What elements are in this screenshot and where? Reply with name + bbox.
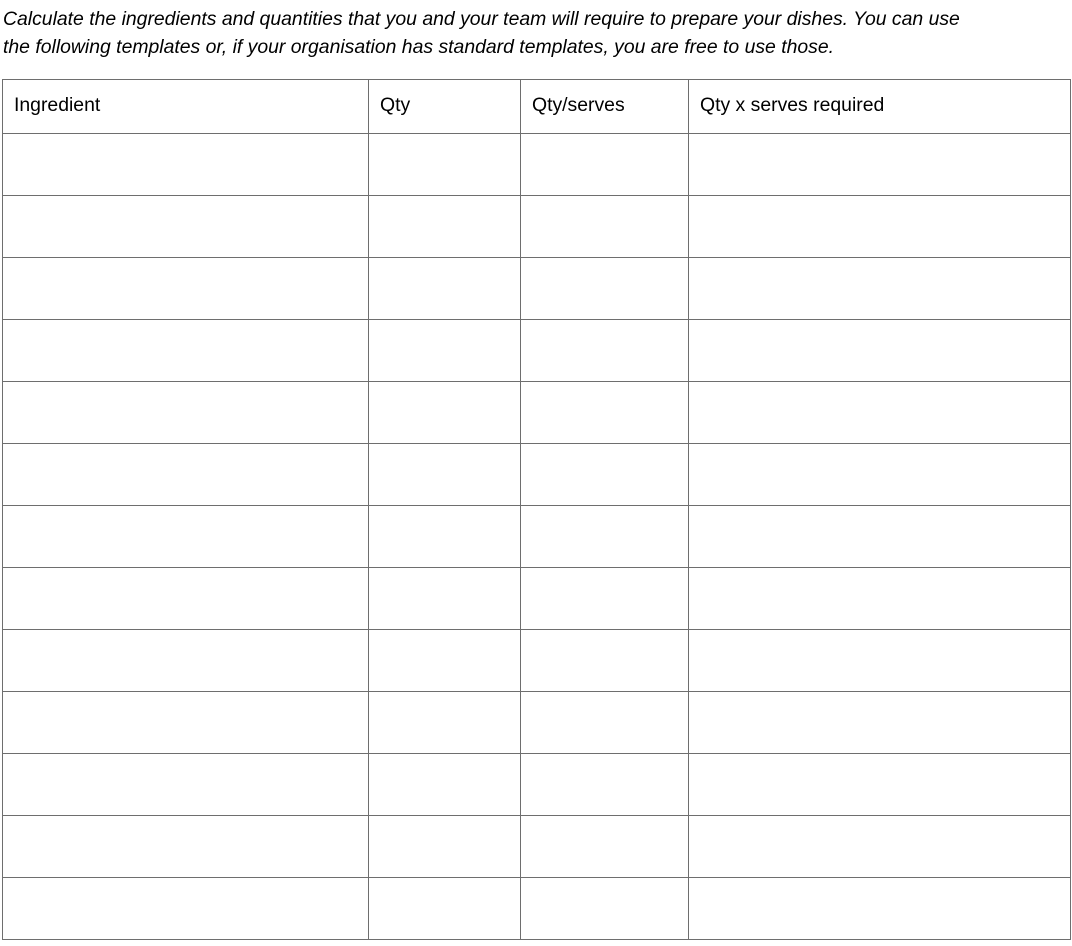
table-row bbox=[3, 692, 1071, 754]
header-qty-x-serves-required: Qty x serves required bbox=[689, 80, 1071, 134]
table-header bbox=[3, 80, 1071, 134]
qty-serves-cell[interactable] bbox=[521, 878, 689, 940]
qty-cell[interactable] bbox=[369, 754, 521, 816]
table-row bbox=[3, 134, 1071, 196]
ingredient-cell[interactable] bbox=[3, 754, 369, 816]
qty-x-serves-required-cell[interactable] bbox=[689, 320, 1071, 382]
table-body bbox=[3, 134, 1071, 940]
qty-cell[interactable] bbox=[369, 258, 521, 320]
qty-x-serves-required-cell[interactable] bbox=[689, 506, 1071, 568]
ingredient-cell[interactable] bbox=[3, 196, 369, 258]
table-row bbox=[3, 568, 1071, 630]
table-row bbox=[3, 878, 1071, 940]
qty-serves-cell[interactable] bbox=[521, 816, 689, 878]
qty-serves-cell[interactable] bbox=[521, 630, 689, 692]
header-qty: Qty bbox=[369, 80, 521, 134]
ingredient-cell[interactable] bbox=[3, 816, 369, 878]
header-row bbox=[3, 80, 1071, 134]
qty-serves-cell[interactable] bbox=[521, 568, 689, 630]
ingredient-cell[interactable] bbox=[3, 258, 369, 320]
qty-cell[interactable] bbox=[369, 816, 521, 878]
table-row bbox=[3, 630, 1071, 692]
table-row bbox=[3, 754, 1071, 816]
qty-cell[interactable] bbox=[369, 196, 521, 258]
qty-cell[interactable] bbox=[369, 382, 521, 444]
qty-serves-cell[interactable] bbox=[521, 506, 689, 568]
qty-x-serves-required-cell[interactable] bbox=[689, 754, 1071, 816]
qty-serves-cell[interactable] bbox=[521, 444, 689, 506]
instructions-text: Calculate the ingredients and quantities that you and your team will require to prepare your dishes. You can use the following templates or, if your organisation has standard templates, you are free to use those. bbox=[3, 8, 960, 58]
qty-cell[interactable] bbox=[369, 134, 521, 196]
qty-x-serves-required-cell[interactable] bbox=[689, 444, 1071, 506]
qty-serves-cell[interactable] bbox=[521, 754, 689, 816]
ingredient-cell[interactable] bbox=[3, 630, 369, 692]
qty-serves-cell[interactable] bbox=[521, 134, 689, 196]
ingredient-cell[interactable] bbox=[3, 444, 369, 506]
qty-cell[interactable] bbox=[369, 506, 521, 568]
table-row bbox=[3, 816, 1071, 878]
table-row bbox=[3, 382, 1071, 444]
ingredient-cell[interactable] bbox=[3, 878, 369, 940]
qty-cell[interactable] bbox=[369, 630, 521, 692]
qty-x-serves-required-cell[interactable] bbox=[689, 878, 1071, 940]
ingredient-cell[interactable] bbox=[3, 568, 369, 630]
qty-cell[interactable] bbox=[369, 692, 521, 754]
qty-x-serves-required-cell[interactable] bbox=[689, 568, 1071, 630]
header-ingredient: Ingredient bbox=[3, 80, 369, 134]
qty-cell[interactable] bbox=[369, 568, 521, 630]
qty-x-serves-required-cell[interactable] bbox=[689, 258, 1071, 320]
qty-x-serves-required-cell[interactable] bbox=[689, 196, 1071, 258]
qty-serves-cell[interactable] bbox=[521, 692, 689, 754]
ingredient-cell[interactable] bbox=[3, 692, 369, 754]
ingredient-cell[interactable] bbox=[3, 382, 369, 444]
qty-x-serves-required-cell[interactable] bbox=[689, 382, 1071, 444]
table-row bbox=[3, 258, 1071, 320]
qty-serves-cell[interactable] bbox=[521, 258, 689, 320]
qty-cell[interactable] bbox=[369, 878, 521, 940]
qty-x-serves-required-cell[interactable] bbox=[689, 816, 1071, 878]
table-row bbox=[3, 506, 1071, 568]
qty-cell[interactable] bbox=[369, 444, 521, 506]
qty-serves-cell[interactable] bbox=[521, 320, 689, 382]
qty-x-serves-required-cell[interactable] bbox=[689, 134, 1071, 196]
table-row bbox=[3, 196, 1071, 258]
ingredient-cell[interactable] bbox=[3, 320, 369, 382]
header-qty-serves: Qty/serves bbox=[521, 80, 689, 134]
ingredient-cell[interactable] bbox=[3, 134, 369, 196]
ingredients-table bbox=[2, 79, 1071, 940]
qty-serves-cell[interactable] bbox=[521, 382, 689, 444]
table-row bbox=[3, 320, 1071, 382]
qty-x-serves-required-cell[interactable] bbox=[689, 630, 1071, 692]
table-row bbox=[3, 444, 1071, 506]
qty-cell[interactable] bbox=[369, 320, 521, 382]
ingredient-cell[interactable] bbox=[3, 506, 369, 568]
qty-serves-cell[interactable] bbox=[521, 196, 689, 258]
qty-x-serves-required-cell[interactable] bbox=[689, 692, 1071, 754]
